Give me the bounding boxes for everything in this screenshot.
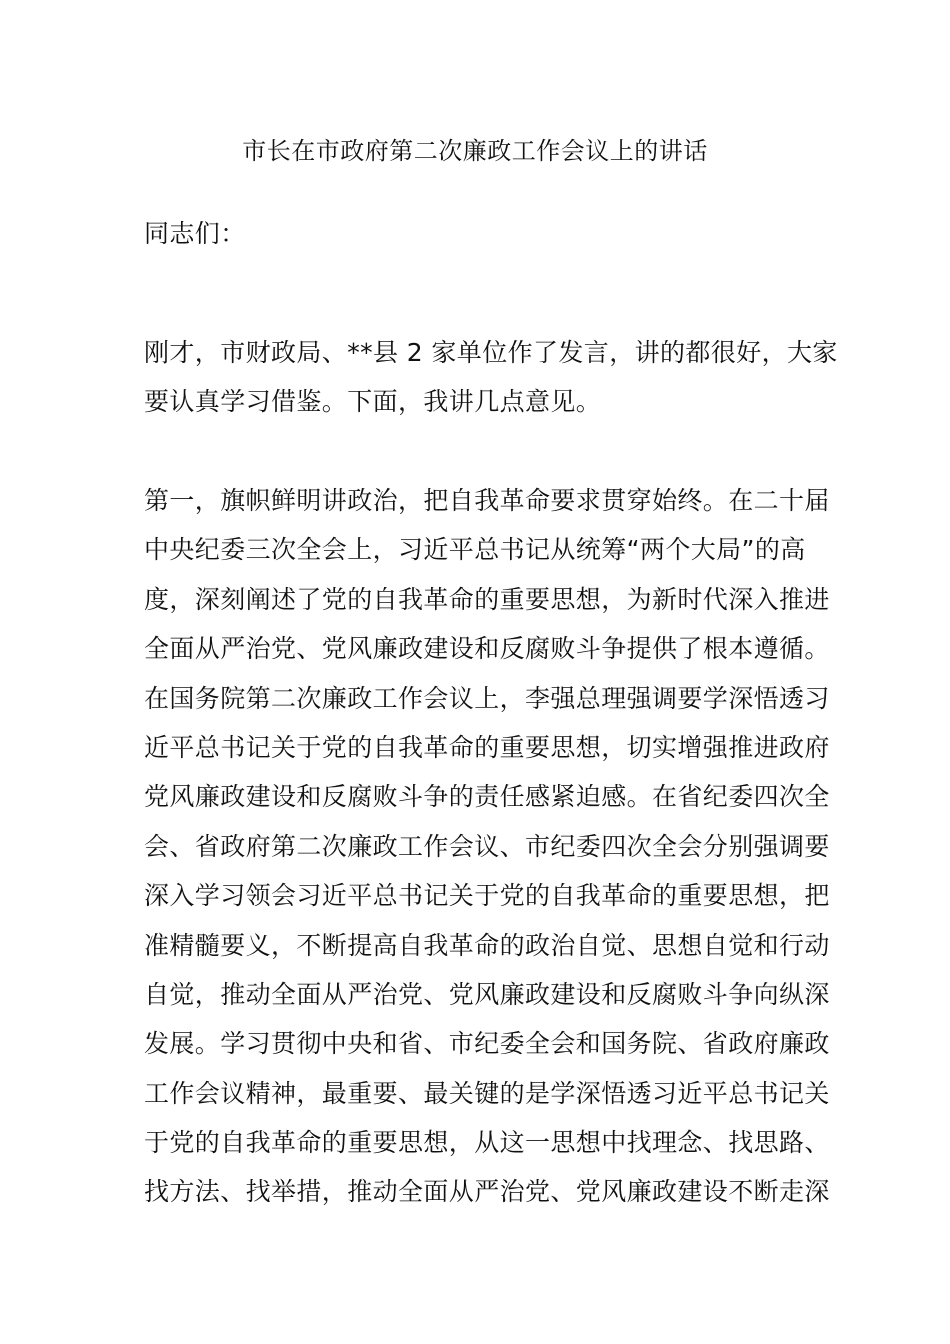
text-line: 会、省政府第二次廉政工作会议、市纪委四次全会分别强调要 [144, 831, 830, 861]
text-line: 准精髓要义，不断提高自我革命的政治自觉、思想自觉和行动 [144, 930, 830, 960]
salutation [144, 209, 808, 258]
salutation-text: 同志们： [144, 219, 246, 248]
text-line: 在国务院第二次廉政工作会议上，李强总理强调要学深悟透习 [144, 683, 830, 713]
paragraph-1 [144, 328, 838, 427]
text-line: 全面从严治党、党风廉政建设和反腐败斗争提供了根本遵循。 [144, 634, 830, 664]
text-line: 度，深刻阐述了党的自我革命的重要思想，为新时代深入推进 [144, 584, 830, 614]
text-line: 要认真学习借鉴。下面，我讲几点意见。 [144, 387, 602, 417]
text-line: 第一，旗帜鲜明讲政治，把自我革命要求贯穿始终。在二十届 [144, 486, 830, 515]
text-line: 于党的自我革命的重要思想，从这一思想中找理念、找思路、 [144, 1128, 830, 1158]
text-line: 工作会议精神，最重要、最关键的是学深悟透习近平总书记关 [144, 1078, 830, 1108]
text-line: 近平总书记关于党的自我革命的重要思想，切实增强推进政府 [144, 732, 830, 762]
text-line: 深入学习领会习近平总书记关于党的自我革命的重要思想，把 [144, 881, 830, 911]
text-line: 党风廉政建设和反腐败斗争的责任感紧迫感。在省纪委四次全 [144, 782, 830, 812]
paragraph-2 [144, 476, 830, 1217]
text-line: 中央纪委三次全会上，习近平总书记从统筹“两个大局”的高 [144, 535, 806, 565]
text-line: 自觉，推动全面从严治党、党风廉政建设和反腐败斗争向纵深 [144, 979, 830, 1009]
text-line: 刚才，市财政局、**县 2 家单位作了发言，讲的都很好，大家 [144, 338, 838, 367]
document-title: 市长在市政府第二次廉政工作会议上的讲话 [242, 137, 708, 165]
text-line: 发展。学习贯彻中央和省、市纪委全会和国务院、省政府廉政 [144, 1029, 830, 1059]
text-line: 找方法、找举措，推动全面从严治党、党风廉政建设不断走深 [144, 1177, 830, 1207]
